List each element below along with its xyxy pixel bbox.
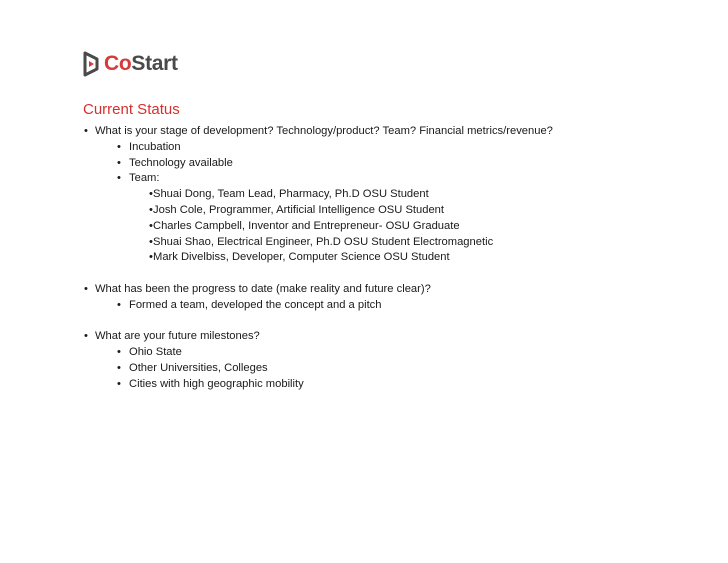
bullet: •: [117, 361, 121, 374]
bullet: •: [84, 282, 88, 295]
team-member: [83, 187, 703, 203]
bullet: •: [117, 172, 121, 185]
list-item: [83, 171, 703, 187]
bullet: •: [149, 188, 153, 201]
team-member-text: Josh Cole, Programmer, Artificial Intelligence OSU Student: [153, 203, 445, 216]
list-item-text: Cities with high geographic mobility: [129, 377, 304, 390]
list-item: [83, 377, 703, 393]
question-progress: [83, 282, 703, 298]
bullet: •: [149, 219, 153, 232]
list-item: [83, 298, 703, 314]
spacer: [83, 266, 703, 282]
bullet: •: [117, 140, 121, 153]
team-member-text: Shuai Dong, Team Lead, Pharmacy, Ph.D OSU Student: [153, 188, 429, 201]
team-member: [83, 235, 703, 251]
list-item: [83, 140, 703, 156]
spacer: [83, 314, 703, 330]
bullet: •: [84, 330, 88, 343]
list-item: [83, 361, 703, 377]
list-item: [83, 345, 703, 361]
bullet: •: [149, 251, 153, 264]
list-item-text: Team:: [129, 172, 160, 185]
costart-logo: [82, 50, 178, 78]
list-item-text: Ohio State: [129, 346, 182, 359]
list-item-text: Technology available: [129, 156, 233, 169]
team-member: [83, 250, 703, 266]
question-text: What is your stage of development? Technology/product? Team? Financial metrics/revenue?: [95, 125, 553, 137]
bullet: •: [117, 346, 121, 359]
question-milestones: [83, 329, 703, 345]
question-text: What are your future milestones?: [95, 330, 260, 343]
list-item-text: Other Universities, Colleges: [129, 361, 268, 374]
logo-text-co: Co: [104, 52, 132, 75]
costart-logo-text: [104, 50, 178, 78]
list-item: [83, 156, 703, 172]
logo-text-start: Start: [131, 52, 178, 75]
list-item-text: Formed a team, developed the concept and a pitch: [129, 298, 382, 311]
question-stage: [83, 124, 703, 140]
list-item-text: Incubation: [129, 140, 181, 153]
page-title: Current Status: [83, 101, 180, 118]
costart-logo-mark-icon: [82, 51, 100, 77]
bullet: •: [84, 125, 88, 137]
bullet: •: [149, 203, 153, 216]
status-content: [83, 124, 703, 393]
bullet: •: [117, 156, 121, 169]
team-member: [83, 203, 703, 219]
team-member-text: Mark Divelbiss, Developer, Computer Science OSU Student: [153, 251, 450, 264]
bullet: •: [117, 298, 121, 311]
question-text: What has been the progress to date (make reality and future clear)?: [95, 282, 431, 295]
bullet: •: [149, 235, 153, 248]
bullet: •: [117, 377, 121, 390]
team-member: [83, 219, 703, 235]
team-member-text: Shuai Shao, Electrical Engineer, Ph.D OSU Student Electromagnetic: [153, 235, 494, 248]
team-member-text: Charles Campbell, Inventor and Entrepreneur- OSU Graduate: [153, 219, 460, 232]
